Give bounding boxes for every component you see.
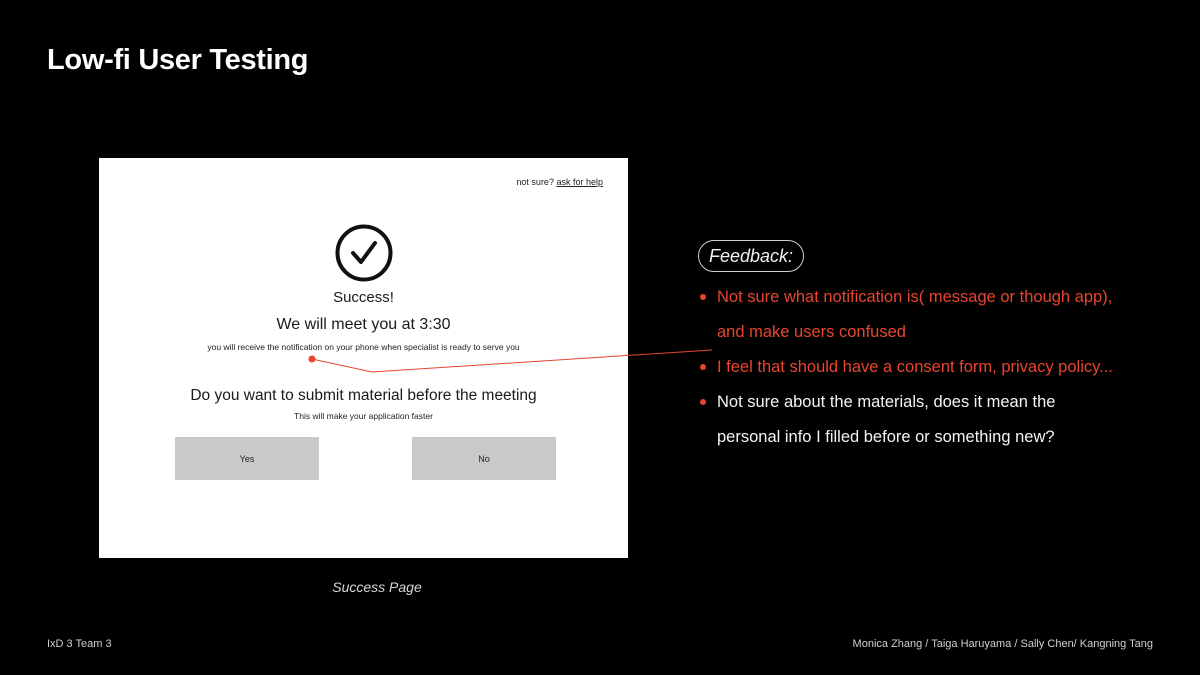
checkmark-circle-icon (335, 224, 393, 282)
submit-material-question: Do you want to submit material before the meeting (190, 387, 537, 404)
success-heading: Success! (333, 289, 394, 306)
mockup-caption: Success Page (332, 579, 422, 595)
feedback-item (700, 280, 1170, 350)
submit-material-subtext: This will make your application faster (294, 411, 433, 421)
feedback-line: Not sure what notification is( message or though app), (717, 288, 1113, 306)
yes-button[interactable]: Yes (175, 437, 319, 480)
notification-text: you will receive the notification on your phone when specialist is ready to serve you (207, 342, 520, 352)
slide-title: Low-fi User Testing (47, 44, 309, 76)
no-button[interactable]: No (412, 437, 556, 480)
footer-authors: Monica Zhang / Taiga Haruyama / Sally Chen/ Kangning Tang (852, 638, 1153, 650)
footer-course-team: IxD 3 Team 3 (47, 638, 112, 650)
feedback-list (700, 280, 1170, 455)
bullet-dot (700, 294, 706, 300)
feedback-line: and make users confused (717, 323, 906, 341)
success-page-mockup (99, 158, 628, 558)
ask-for-help-link[interactable]: ask for help (556, 177, 603, 187)
feedback-line: personal info I filled before or something new? (717, 428, 1055, 446)
feedback-line: I feel that should have a consent form, privacy policy... (717, 358, 1113, 376)
feedback-item (700, 350, 1170, 385)
feedback-item (700, 385, 1170, 455)
bullet-dot (700, 364, 706, 370)
feedback-label: Feedback: (698, 240, 804, 272)
meeting-time-heading: We will meet you at 3:30 (276, 316, 451, 333)
bullet-dot (700, 399, 706, 405)
help-row (516, 177, 603, 187)
feedback-line: Not sure about the materials, does it mean the (717, 393, 1056, 411)
help-prefix: not sure? (516, 177, 554, 187)
